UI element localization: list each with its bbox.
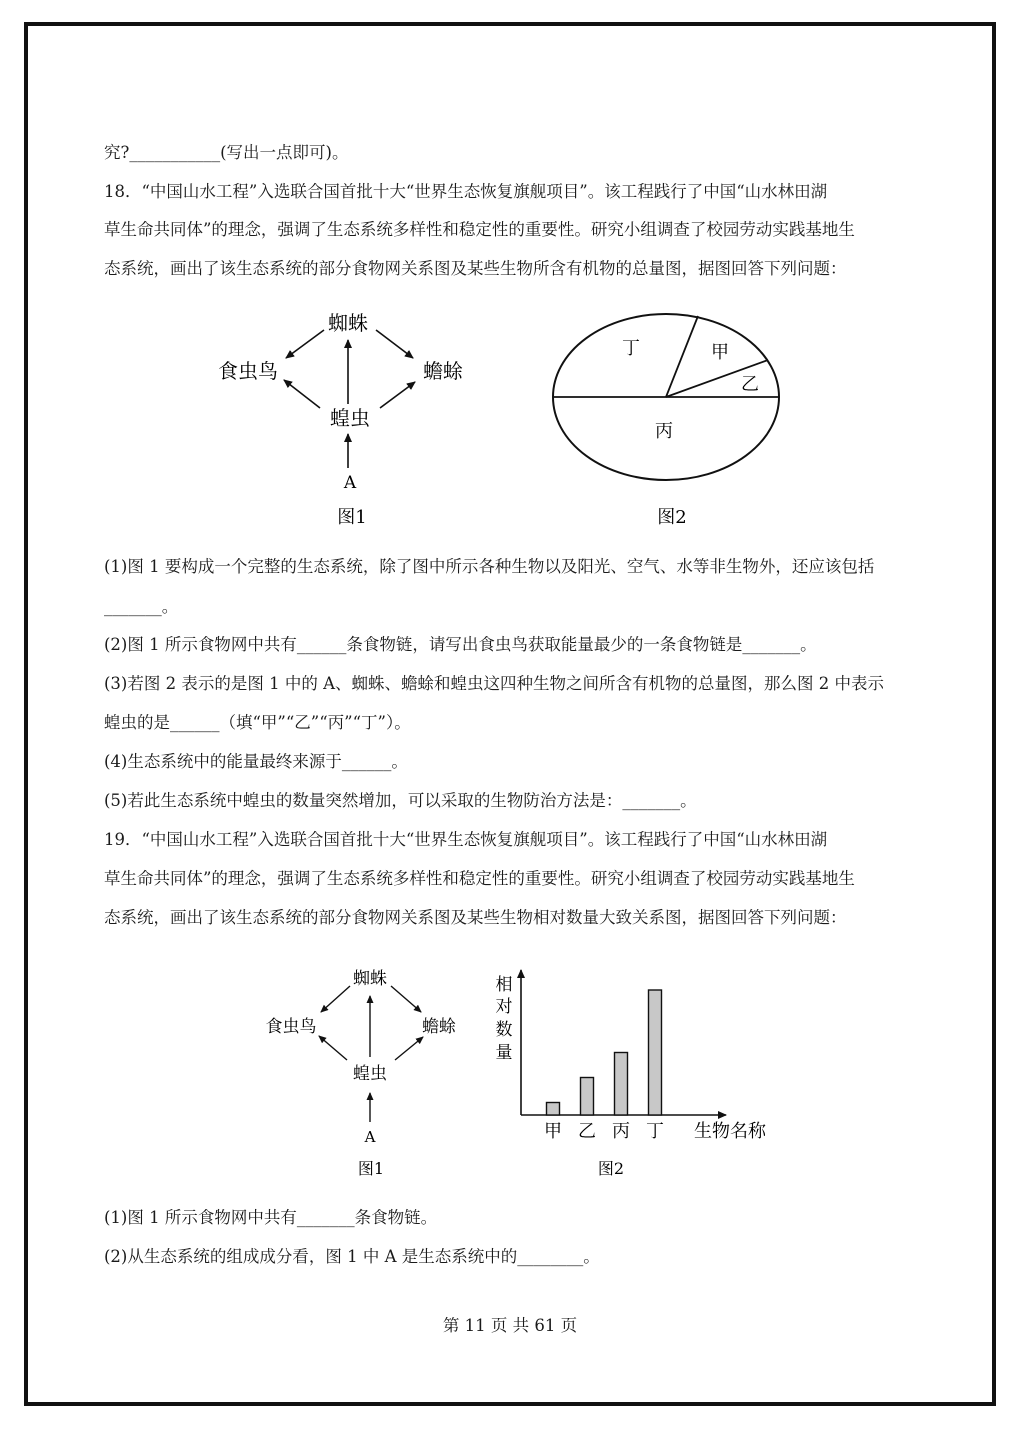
pie-label-jia: 甲 xyxy=(711,342,729,363)
q18-sub-line-2: _______。 xyxy=(104,597,179,616)
y-label-char-3: 数 xyxy=(495,1020,513,1040)
arrow-locust-to-bird xyxy=(319,1036,347,1060)
node-insectivorous-bird: 食虫鸟 xyxy=(265,1017,317,1037)
pie-label-ding: 丁 xyxy=(622,338,640,359)
q19-sub-line-1: (1)图 1 所示食物网中共有_______条食物链。 xyxy=(104,1208,438,1227)
bar-4 xyxy=(649,990,662,1115)
q18-intro-line-2: 草生命共同体”的理念，强调了生态系统多样性和稳定性的重要性。研究小组调查了校园劳动实践基地生 xyxy=(104,220,855,239)
node-spider: 蜘蛛 xyxy=(328,311,368,335)
q19-bar-chart xyxy=(490,960,790,1182)
arrow-spider-to-toad xyxy=(376,330,413,358)
y-label-char-4: 量 xyxy=(495,1043,513,1063)
node-spider: 蜘蛛 xyxy=(353,969,387,989)
q19-intro-line-3: 态系统，画出了该生态系统的部分食物网关系图及某些生物相对数量大致关系图，据图回答下列问题： xyxy=(104,908,847,927)
q18-food-web-figure xyxy=(200,300,490,535)
q18-intro-line-1: 18．“中国山水工程”入选联合国首批十大“世界生态恢复旗舰项目”。该工程践行了中国“山水林田湖 xyxy=(104,182,828,201)
q19-food-web-figure xyxy=(255,960,480,1182)
q18-pie-chart xyxy=(548,300,788,535)
figure-2-caption: 图2 xyxy=(657,507,687,528)
node-toad: 蟾蜍 xyxy=(422,1017,456,1037)
q18-sub-line-6: (4)生态系统中的能量最终来源于______。 xyxy=(104,752,408,771)
x-tick-label-1: 甲 xyxy=(544,1121,562,1142)
x-axis-label: 生物名称 xyxy=(694,1121,766,1142)
figure-1-caption: 图1 xyxy=(337,507,367,528)
q18-sub-line-7: (5)若此生态系统中蝗虫的数量突然增加，可以采取的生物防治方法是：_______。 xyxy=(104,791,697,810)
y-label-char-2: 对 xyxy=(495,997,513,1017)
bar-1 xyxy=(547,1103,560,1116)
q18-intro-line-3: 态系统，画出了该生态系统的部分食物网关系图及某些生物所含有机物的总量图，据图回答下列问题： xyxy=(104,259,847,278)
pie-label-yi: 乙 xyxy=(741,374,759,395)
node-locust: 蝗虫 xyxy=(330,406,370,430)
x-tick-label-4: 丁 xyxy=(646,1121,664,1142)
q18-sub-line-5: 蝗虫的是______（填“甲”“乙”“丙”“丁”）。 xyxy=(104,713,411,732)
q18-sub-line-1: (1)图 1 要构成一个完整的生态系统，除了图中所示各种生物以及阳光、空气、水等非生物外，还应该包括 xyxy=(104,557,875,576)
pie-label-bing: 丙 xyxy=(655,421,673,442)
q17-tail: 究?___________(写出一点即可)。 xyxy=(104,143,349,162)
q18-sub-line-3: (2)图 1 所示食物网中共有______条食物链，请写出食虫鸟获取能量最少的一条食物链是_______。 xyxy=(104,635,817,654)
node-a: A xyxy=(364,1128,376,1146)
arrow-locust-to-toad xyxy=(395,1037,423,1060)
q18-sub-line-4: (3)若图 2 表示的是图 1 中的 A、蜘蛛、蟾蜍和蝗虫这四种生物之间所含有机物的总量图，那么图 2 中表示 xyxy=(104,674,884,693)
bar-3 xyxy=(615,1053,628,1116)
x-tick-label-3: 丙 xyxy=(612,1121,630,1142)
figure-2-caption: 图2 xyxy=(597,1159,625,1178)
node-locust: 蝗虫 xyxy=(353,1064,387,1084)
arrow-spider-to-bird xyxy=(321,986,350,1012)
arrow-locust-to-toad xyxy=(380,382,415,408)
bar-2 xyxy=(581,1078,594,1116)
q19-intro-line-1: 19．“中国山水工程”入选联合国首批十大“世界生态恢复旗舰项目”。该工程践行了中国“山水林田湖 xyxy=(104,830,828,849)
q19-sub-line-2: (2)从生态系统的组成成分看，图 1 中 A 是生态系统中的________。 xyxy=(104,1247,600,1266)
page-footer: 第 11 页 共 61 页 xyxy=(442,1316,578,1335)
x-tick-label-2: 乙 xyxy=(578,1121,596,1142)
arrow-spider-to-bird xyxy=(286,330,324,358)
pie-divider-ding-jia xyxy=(666,316,698,397)
arrow-locust-to-bird xyxy=(284,380,320,408)
node-insectivorous-bird: 食虫鸟 xyxy=(218,359,278,383)
y-label-char-1: 相 xyxy=(495,975,513,995)
q19-intro-line-2: 草生命共同体”的理念，强调了生态系统多样性和稳定性的重要性。研究小组调查了校园劳动实践基地生 xyxy=(104,869,855,888)
node-a: A xyxy=(343,473,357,493)
arrow-spider-to-toad xyxy=(391,986,421,1012)
figure-1-caption: 图1 xyxy=(357,1159,385,1178)
node-toad: 蟾蜍 xyxy=(423,359,463,383)
